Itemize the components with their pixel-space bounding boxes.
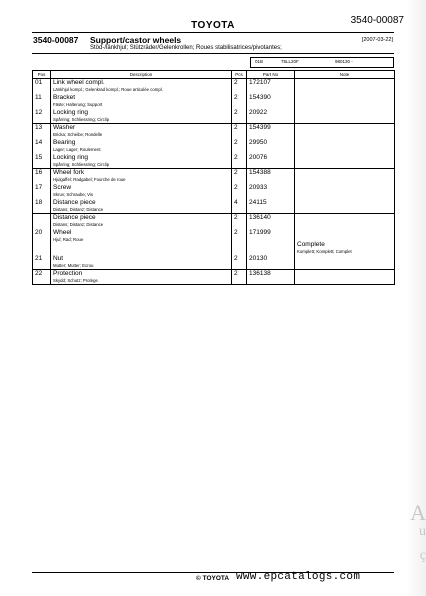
- part-number-cell: 20933: [247, 184, 295, 199]
- column-header-pos: Pos: [33, 71, 51, 79]
- description-cell: [51, 199, 232, 214]
- table-row: [33, 154, 395, 169]
- model-code: 75LL20F: [281, 59, 299, 64]
- part-description: Bearing: [53, 138, 76, 146]
- part-number-cell: 136140: [247, 214, 295, 229]
- note-cell: [295, 184, 395, 199]
- faded-glyph-a: A: [410, 500, 426, 525]
- pos-cell: 18: [33, 199, 51, 214]
- column-header-description: Description: [51, 71, 232, 79]
- part-number-cell: 20130: [247, 255, 295, 270]
- column-header-pcs: Pcs: [232, 71, 247, 79]
- note-cell: [295, 270, 395, 285]
- faded-glyph-b: u: [419, 524, 426, 539]
- note-cell: [295, 94, 395, 109]
- part-number-cell: 171999: [247, 229, 295, 255]
- table-row: [33, 270, 395, 285]
- pos-cell: 12: [33, 109, 51, 124]
- note-cell: [295, 214, 395, 229]
- part-translations: Fäste; Halterung; Support: [53, 101, 103, 107]
- section-subtitle: Stöd-/länkhjul; Stützräder/Gelenkrollen; Roues stabilisatrices/pivotantes;: [90, 45, 282, 51]
- description-cell: [51, 154, 232, 169]
- note-translations: Komplett; Komplett; Complet: [297, 248, 352, 254]
- pos-cell: 15: [33, 154, 51, 169]
- section-title: Support/castor wheels: [90, 35, 182, 45]
- part-description: Bracket: [53, 93, 76, 101]
- note-cell: [295, 79, 395, 94]
- part-description: Wheel: [53, 228, 72, 236]
- part-number-cell: 29950: [247, 139, 295, 154]
- description-cell: [51, 169, 232, 184]
- table-row: [33, 79, 395, 94]
- description-cell: [51, 79, 232, 94]
- pcs-cell: 2: [232, 154, 247, 169]
- part-description: Distance piece: [53, 198, 96, 206]
- description-cell: [51, 94, 232, 109]
- part-translations: Hjul; Rad; Roue: [53, 236, 84, 242]
- watermark-url: www.epcatalogs.com: [236, 571, 361, 583]
- note-cell: [295, 124, 395, 139]
- part-number-cell: 154399: [247, 124, 295, 139]
- note-cell: [295, 139, 395, 154]
- table-row: [33, 94, 395, 109]
- table-header-row: [33, 71, 395, 79]
- part-translations: Spårring; Schliessring; Circlip: [53, 161, 110, 167]
- part-description: Washer: [53, 124, 76, 131]
- model-code: 980130 -: [335, 59, 353, 64]
- description-cell: [51, 229, 232, 255]
- part-translations: Mutter; Mutter; Ecrou: [53, 262, 94, 268]
- pcs-cell: 2: [232, 79, 247, 94]
- part-translations: Bricka; Scheibe; Rondelle: [53, 132, 103, 137]
- pos-cell: 14: [33, 139, 51, 154]
- pcs-cell: 2: [232, 214, 247, 229]
- pos-cell: 21: [33, 255, 51, 270]
- pos-cell: [33, 214, 51, 229]
- part-translations: Spårring; Schliessring; Circlip: [53, 116, 110, 122]
- model-applicability: [250, 57, 394, 68]
- part-translations: Distans; Distanz; Distance: [53, 206, 104, 212]
- column-header-part-no: Part No: [247, 71, 295, 79]
- part-number-cell: 20076: [247, 154, 295, 169]
- note-cell: [295, 154, 395, 169]
- column-header-note: Note: [295, 71, 395, 79]
- pcs-cell: 2: [232, 109, 247, 124]
- part-number-cell: 24115: [247, 199, 295, 214]
- description-cell: [51, 109, 232, 124]
- part-translations: Distans; Distanz; Distance: [53, 222, 104, 227]
- revision-date: [2007-03-22]: [361, 37, 393, 43]
- note-cell: [295, 255, 395, 270]
- pcs-cell: 2: [232, 229, 247, 255]
- pcs-cell: 2: [232, 184, 247, 199]
- pos-cell: 01: [33, 79, 51, 94]
- table-row: [33, 229, 395, 255]
- part-description: Screw: [53, 183, 72, 191]
- section-code: 3540-00087: [33, 35, 79, 45]
- table-row: [33, 255, 395, 270]
- doc-number: 3540-00087: [350, 15, 404, 26]
- pos-cell: 13: [33, 124, 51, 139]
- pcs-cell: 2: [232, 169, 247, 184]
- brand-title: TOYOTA: [191, 20, 235, 31]
- part-number-cell: 154390: [247, 94, 295, 109]
- description-cell: [51, 255, 232, 270]
- part-description: Nut: [53, 254, 64, 262]
- pcs-cell: 4: [232, 199, 247, 214]
- part-translations: Hjulgaffel; Radgabel; Fourche de roue: [53, 177, 126, 182]
- part-number-cell: 172107: [247, 79, 295, 94]
- part-translations: Skruv; Schraube; Vis: [53, 191, 94, 197]
- pos-cell: 16: [33, 169, 51, 184]
- part-description: Wheel fork: [53, 169, 85, 176]
- footer-copyright: © TOYOTA: [196, 575, 230, 582]
- description-cell: [51, 270, 232, 285]
- table-row: [33, 109, 395, 124]
- table-row: [33, 184, 395, 199]
- part-number-cell: 154388: [247, 169, 295, 184]
- note-cell: [295, 199, 395, 214]
- subtitle-rule: [32, 53, 394, 54]
- header-rule: [32, 32, 394, 33]
- pcs-cell: 2: [232, 124, 247, 139]
- part-description: Locking ring: [53, 153, 89, 161]
- description-cell: [51, 214, 232, 229]
- table-row: [33, 169, 395, 184]
- parts-table: [32, 70, 395, 285]
- faded-glyph-c: ç: [419, 548, 426, 563]
- table-row: [33, 139, 395, 154]
- part-translations: Länkhjul kompl.; Gelenkrad kompl.; Roue articulée compl.: [53, 87, 163, 92]
- part-translations: Skydd; Schutz; Protège: [53, 278, 98, 283]
- part-number-cell: 136138: [247, 270, 295, 285]
- part-description: Distance piece: [53, 214, 96, 221]
- note-cell: [295, 109, 395, 124]
- part-description: Protection: [53, 270, 83, 277]
- note-cell: [295, 169, 395, 184]
- note-text: Complete: [297, 240, 325, 248]
- description-cell: [51, 139, 232, 154]
- description-cell: [51, 124, 232, 139]
- pcs-cell: 2: [232, 255, 247, 270]
- table-row: [33, 124, 395, 139]
- table-row: [33, 214, 395, 229]
- description-cell: [51, 184, 232, 199]
- pos-cell: 17: [33, 184, 51, 199]
- part-translations: Lager; Lager; Roulement: [53, 146, 101, 152]
- note-cell: [295, 229, 395, 255]
- pos-cell: 22: [33, 270, 51, 285]
- pcs-cell: 2: [232, 94, 247, 109]
- part-number-cell: 20922: [247, 109, 295, 124]
- pcs-cell: 2: [232, 270, 247, 285]
- pcs-cell: 2: [232, 139, 247, 154]
- part-description: Locking ring: [53, 108, 89, 116]
- model-code: 01B: [255, 59, 264, 64]
- pos-cell: 11: [33, 94, 51, 109]
- part-description: Link wheel compl.: [53, 79, 105, 86]
- pos-cell: 20: [33, 229, 51, 255]
- table-row: [33, 199, 395, 214]
